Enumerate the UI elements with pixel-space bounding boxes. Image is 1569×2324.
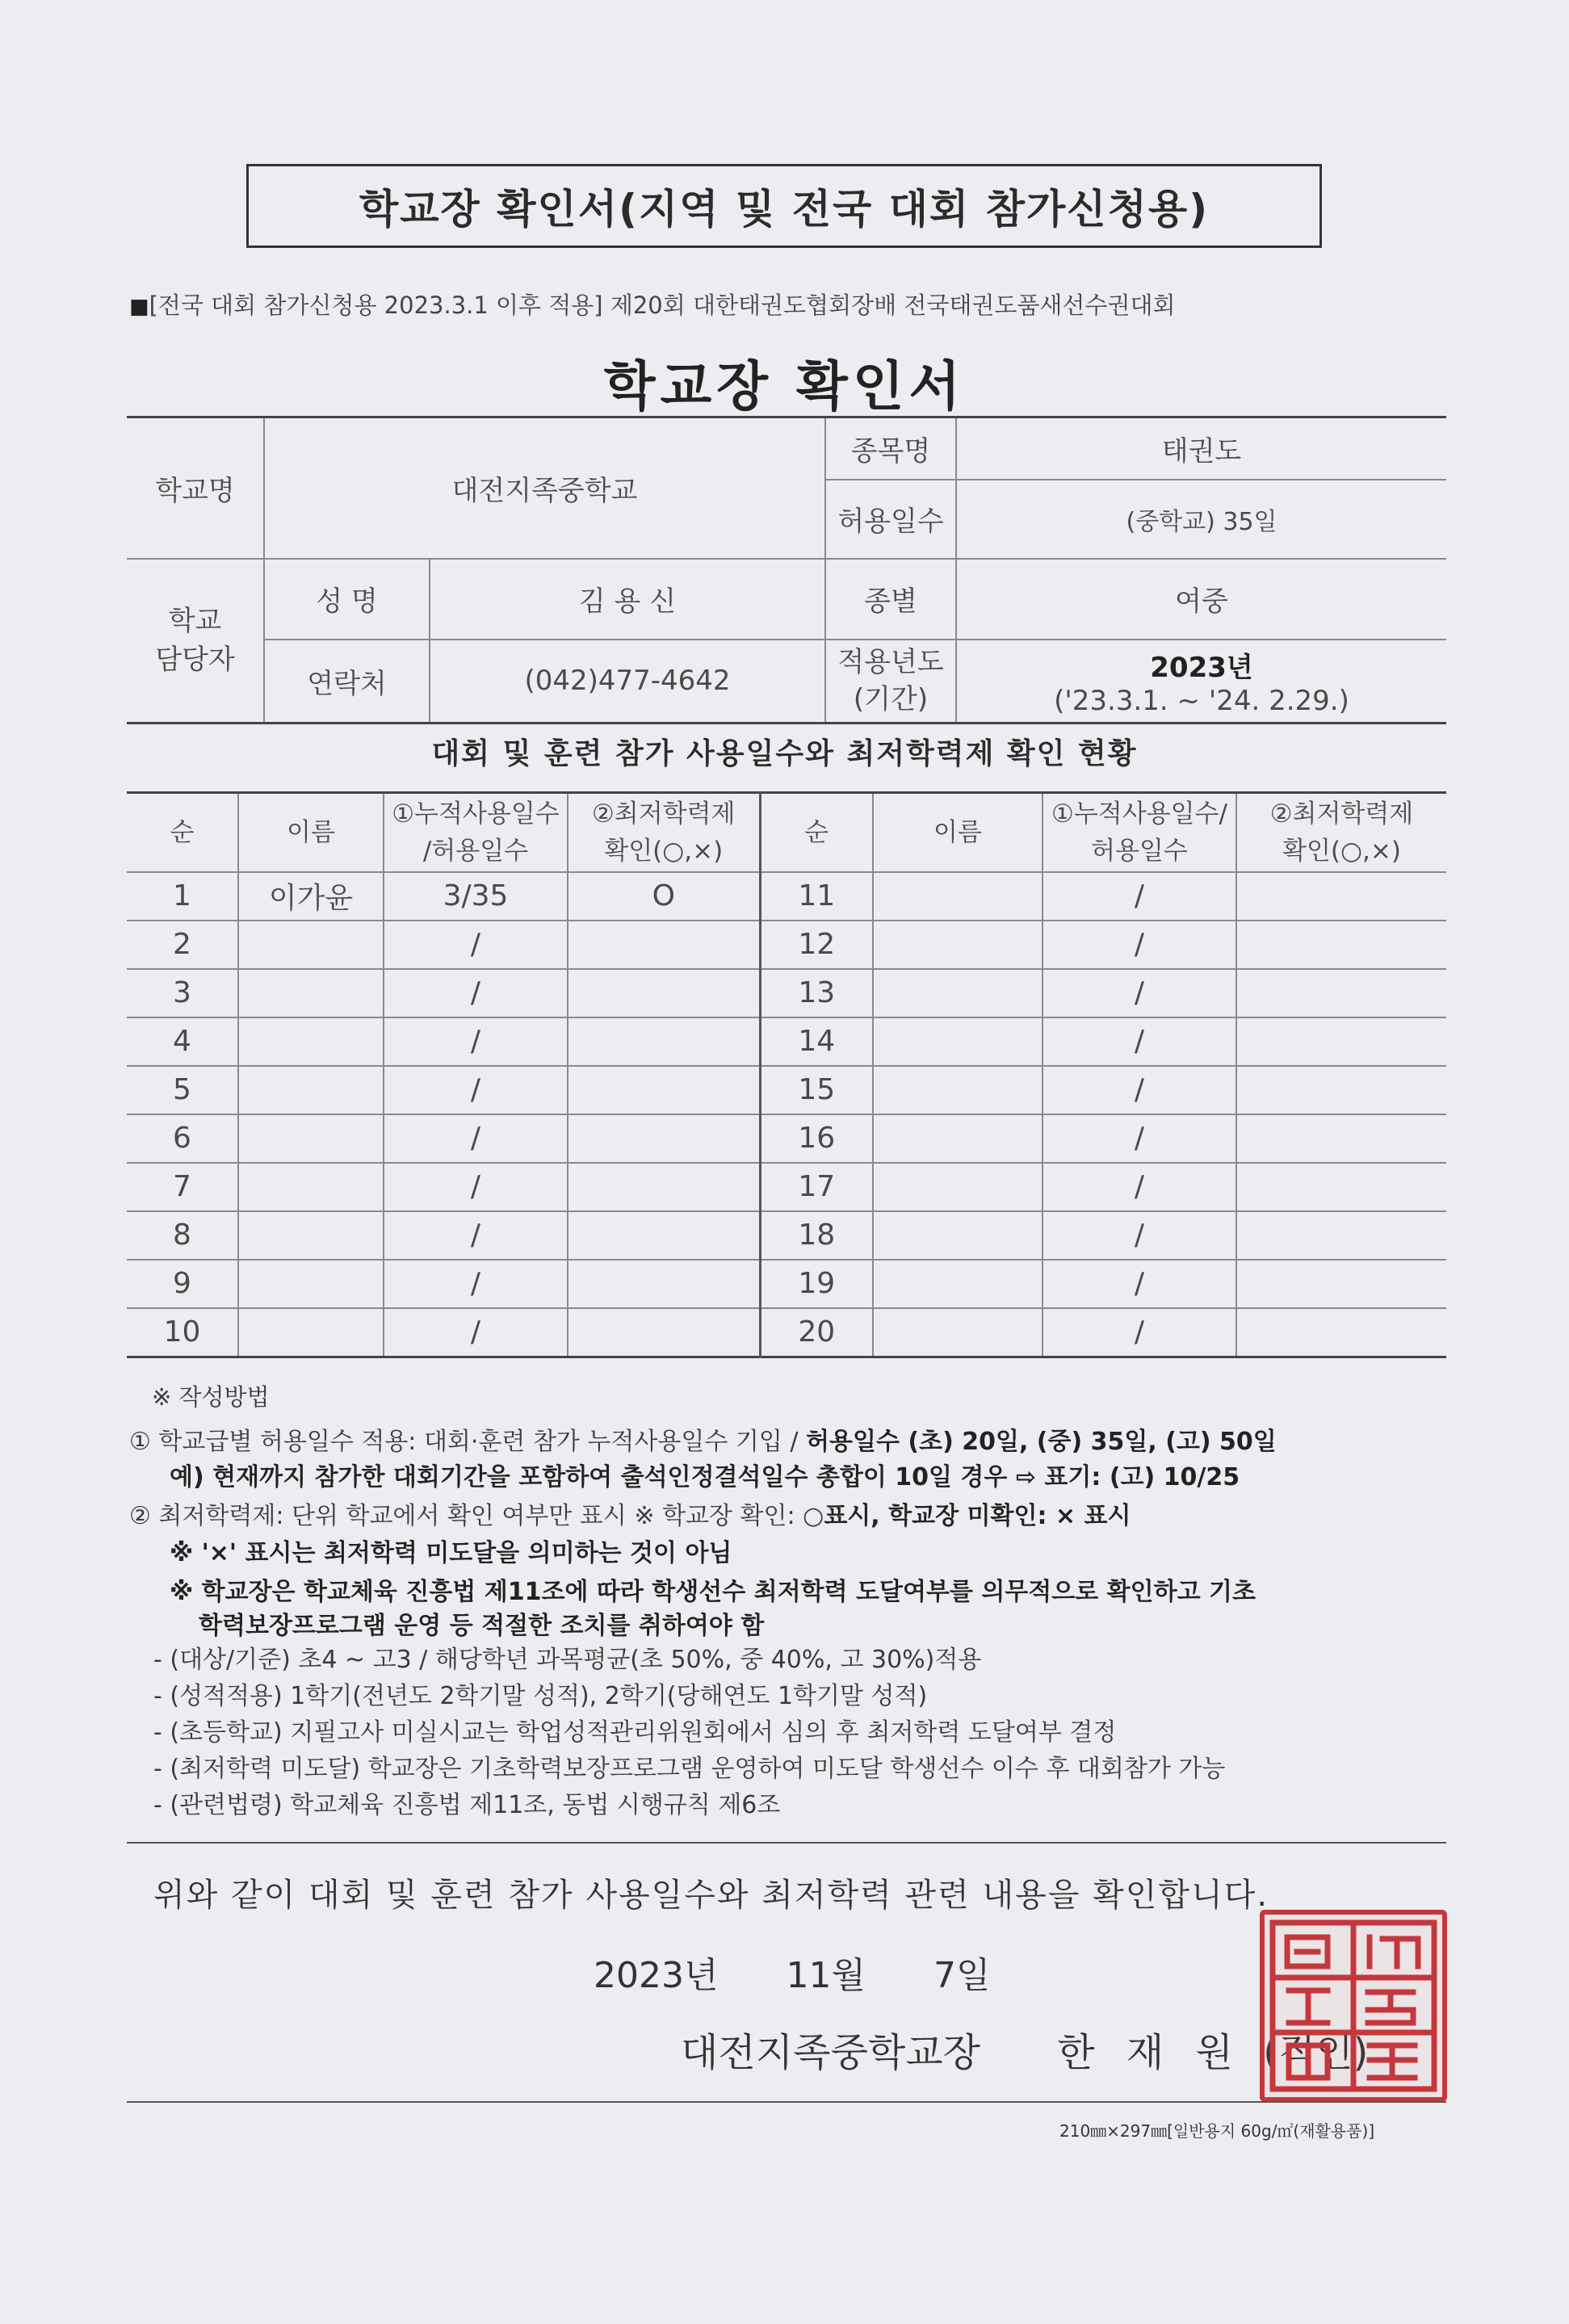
event-value: 태권도 — [956, 417, 1446, 480]
cell-order: 5 — [127, 1066, 238, 1114]
official-seal-icon — [1260, 1910, 1447, 2102]
name-value: 김 용 신 — [430, 559, 825, 640]
allowed-days-value: (중학교) 35일 — [956, 480, 1446, 559]
cell-order: 10 — [127, 1308, 238, 1357]
instruction-2 — [129, 1495, 1454, 1533]
cell-academic-2 — [1236, 1163, 1446, 1211]
bullet-square-icon: ■ — [129, 295, 149, 319]
cell-order-2: 15 — [760, 1066, 873, 1114]
category-value: 여중 — [956, 559, 1446, 640]
cell-days: / — [384, 1114, 568, 1163]
cell-order: 8 — [127, 1211, 238, 1260]
paper-spec: 210㎜×297㎜[일반용지 60g/㎡(재활용품)] — [1059, 2121, 1375, 2141]
contact-value: (042)477-4642 — [430, 640, 825, 724]
cell-academic-2 — [1236, 872, 1446, 921]
cell-academic — [568, 969, 760, 1017]
cell-days: / — [384, 1066, 568, 1114]
cell-name — [238, 1066, 384, 1114]
period-year: 2023년 — [1150, 651, 1253, 684]
cell-order: 7 — [127, 1163, 238, 1211]
cell-name-2 — [873, 1260, 1043, 1308]
usage-row — [127, 1163, 1446, 1211]
cell-days: / — [384, 1163, 568, 1211]
event-name: 제20회 대한태권도협회장배 전국태권도품새선수권대회 — [610, 292, 1176, 319]
cell-name-2 — [873, 1066, 1043, 1114]
school-info-table — [127, 416, 1446, 724]
cell-days-2: / — [1043, 1308, 1236, 1357]
bullet-target: - (대상/기준) 초4 ~ 고3 / 해당학년 과목평균(초 50%, 중 40%, 고 30%)적용 — [153, 1646, 982, 1674]
issue-day: 7일 — [933, 1955, 991, 1996]
usage-row — [127, 1308, 1446, 1357]
cell-academic-2 — [1236, 1066, 1446, 1114]
period-label: 적용년도 (기간) — [825, 640, 956, 724]
cell-name-2 — [873, 969, 1043, 1017]
issue-year: 2023년 — [594, 1955, 719, 1996]
cell-name-2 — [873, 1017, 1043, 1066]
cell-academic-2 — [1236, 1308, 1446, 1357]
cell-days-2: / — [1043, 1066, 1236, 1114]
writing-instructions — [129, 1379, 1454, 1821]
cell-days: / — [384, 1211, 568, 1260]
cell-academic — [568, 1260, 760, 1308]
header-name-2: 이름 — [873, 793, 1043, 872]
usage-row — [127, 1114, 1446, 1163]
divider-top — [127, 1842, 1446, 1844]
cell-days-2: / — [1043, 1017, 1236, 1066]
cell-academic — [568, 1163, 760, 1211]
instruction-4: ※ 학교장은 학교체육 진흥법 제11조에 따라 학생선수 최저학력 도달여부를 의무적으로 확인하고 기초 — [170, 1578, 1256, 1606]
usage-row — [127, 1017, 1446, 1066]
cell-order-2: 16 — [760, 1114, 873, 1163]
cell-academic-2 — [1236, 1114, 1446, 1163]
cell-academic-2 — [1236, 1017, 1446, 1066]
cell-academic — [568, 1114, 760, 1163]
usage-row — [127, 1066, 1446, 1114]
cell-name-2 — [873, 1308, 1043, 1357]
cell-order-2: 12 — [760, 921, 873, 969]
cell-order-2: 19 — [760, 1260, 873, 1308]
applicability-line — [129, 287, 1454, 321]
header-academic-2: ②최저학력제 확인(○,×) — [1236, 793, 1446, 872]
cell-days: / — [384, 921, 568, 969]
instruction-1 — [129, 1421, 1454, 1457]
header-academic: ②최저학력제 확인(○,×) — [568, 793, 760, 872]
cell-order: 3 — [127, 969, 238, 1017]
header-days: ①누적사용일수 /허용일수 — [384, 793, 568, 872]
cell-name: 이가윤 — [238, 872, 384, 921]
cell-order: 9 — [127, 1260, 238, 1308]
instruction-2-text: ② 최저학력제: 단위 학교에서 확인 여부만 표시 ※ 학교장 확인: ○ — [129, 1502, 824, 1530]
school-name: 대전지족중학교 — [264, 417, 825, 559]
usage-row — [127, 921, 1446, 969]
issue-month: 11월 — [786, 1955, 866, 1996]
usage-section-title: 대회 및 훈련 참가 사용일수와 최저학력제 확인 현황 — [431, 737, 1138, 770]
header-order-2: 순 — [760, 793, 873, 872]
instruction-2-bold: 표시, 학교장 미확인: × 표시 — [824, 1502, 1131, 1530]
cell-academic — [568, 1308, 760, 1357]
seal-graphic — [1265, 1915, 1442, 2097]
usage-header-row — [127, 793, 1446, 872]
header-name: 이름 — [238, 793, 384, 872]
bullet-law: - (관련법령) 학교체육 진흥법 제11조, 동법 시행규칙 제6조 — [153, 1791, 781, 1819]
instruction-1-bold: 허용일수 (초) 20일, (중) 35일, (고) 50일 — [806, 1428, 1277, 1456]
principal-name: 한 재 원 — [1057, 2030, 1243, 2075]
cell-days: / — [384, 969, 568, 1017]
cell-order-2: 13 — [760, 969, 873, 1017]
cell-order-2: 20 — [760, 1308, 873, 1357]
instructions-heading: ※ 작성방법 — [152, 1383, 270, 1411]
cell-academic: O — [568, 872, 760, 921]
cell-days-2: / — [1043, 1260, 1236, 1308]
cell-name-2 — [873, 1114, 1043, 1163]
manager-label: 학교 담당자 — [127, 559, 264, 724]
cell-days-2: / — [1043, 872, 1236, 921]
cell-academic — [568, 1066, 760, 1114]
cell-days-2: / — [1043, 1163, 1236, 1211]
school-label: 학교명 — [127, 417, 264, 559]
cell-order-2: 18 — [760, 1211, 873, 1260]
cell-academic-2 — [1236, 969, 1446, 1017]
usage-row — [127, 872, 1446, 921]
cell-order-2: 11 — [760, 872, 873, 921]
cell-days-2: / — [1043, 1211, 1236, 1260]
usage-row — [127, 1211, 1446, 1260]
cell-order: 1 — [127, 872, 238, 921]
cell-academic — [568, 1211, 760, 1260]
cell-name-2 — [873, 921, 1043, 969]
cell-days-2: / — [1043, 969, 1236, 1017]
cell-academic-2 — [1236, 1260, 1446, 1308]
usage-table — [127, 791, 1446, 1358]
cell-order: 2 — [127, 921, 238, 969]
cell-name — [238, 1211, 384, 1260]
name-label: 성 명 — [264, 559, 430, 640]
cell-days-2: / — [1043, 1114, 1236, 1163]
period-range: ('23.3.1. ~ '24. 2.29.) — [1054, 684, 1349, 717]
header-order: 순 — [127, 793, 238, 872]
cell-name — [238, 1114, 384, 1163]
divider-bottom — [127, 2101, 1446, 2103]
cell-academic-2 — [1236, 921, 1446, 969]
usage-row — [127, 969, 1446, 1017]
cell-name — [238, 1260, 384, 1308]
instruction-3: ※ '×' 표시는 최저학력 미도달을 의미하는 것이 아님 — [170, 1539, 732, 1567]
cell-days: 3/35 — [384, 872, 568, 921]
bracket-note: [전국 대회 참가신청용 2023.3.1 이후 적용] — [149, 292, 603, 319]
header-days-2: ①누적사용일수/ 허용일수 — [1043, 793, 1236, 872]
issue-date — [594, 1946, 1047, 1998]
usage-body — [127, 872, 1446, 1357]
document-title: 학교장 확인서 — [603, 355, 966, 417]
cell-name-2 — [873, 1211, 1043, 1260]
cell-days: / — [384, 1017, 568, 1066]
cell-order-2: 17 — [760, 1163, 873, 1211]
cell-name — [238, 921, 384, 969]
instruction-1-example: 예) 현재까지 참가한 대회기간을 포함하여 출석인정결석일수 총합이 10일 경우 ⇨ 표기: (고) 10/25 — [170, 1463, 1240, 1491]
bullet-below-minimum: - (최저학력 미도달) 학교장은 기초학력보장프로그램 운영하여 미도달 학생선수 이수 후 대회참가 가능 — [153, 1755, 1226, 1783]
category-label: 종별 — [825, 559, 956, 640]
seal-mark: (직인) — [1263, 2030, 1369, 2075]
form-title-box: 학교장 확인서(지역 및 전국 대회 참가신청용) — [246, 164, 1322, 248]
cell-name-2 — [873, 1163, 1043, 1211]
cell-order: 6 — [127, 1114, 238, 1163]
period-cell — [956, 640, 1446, 724]
cell-days: / — [384, 1308, 568, 1357]
cell-academic-2 — [1236, 1211, 1446, 1260]
principal-title: 대전지족중학교장 — [681, 2030, 980, 2075]
cell-name — [238, 969, 384, 1017]
confirmation-statement: 위와 같이 대회 및 훈련 참가 사용일수와 최저학력 관련 내용을 확인합니다. — [153, 1877, 1269, 1914]
cell-days: / — [384, 1260, 568, 1308]
event-label: 종목명 — [825, 417, 956, 480]
cell-name-2 — [873, 872, 1043, 921]
cell-order-2: 14 — [760, 1017, 873, 1066]
bullet-grades: - (성적적용) 1학기(전년도 2학기말 성적), 2학기(당해연도 1학기말 성적) — [153, 1682, 928, 1710]
instruction-4-cont: 학력보장프로그램 운영 등 적절한 조치를 취하여야 함 — [199, 1612, 765, 1640]
instruction-1-text: ① 학교급별 허용일수 적용: 대회·훈련 참가 누적사용일수 기입 / — [129, 1428, 799, 1456]
cell-name — [238, 1017, 384, 1066]
allowed-days-label: 허용일수 — [825, 480, 956, 559]
bullet-elementary: - (초등학교) 지필고사 미실시교는 학업성적관리위원회에서 심의 후 최저학력 도달여부 결정 — [153, 1718, 1117, 1747]
contact-label: 연락처 — [264, 640, 430, 724]
cell-name — [238, 1163, 384, 1211]
cell-order: 4 — [127, 1017, 238, 1066]
cell-name — [238, 1308, 384, 1357]
cell-academic — [568, 921, 760, 969]
cell-academic — [568, 1017, 760, 1066]
usage-row — [127, 1260, 1446, 1308]
cell-days-2: / — [1043, 921, 1236, 969]
